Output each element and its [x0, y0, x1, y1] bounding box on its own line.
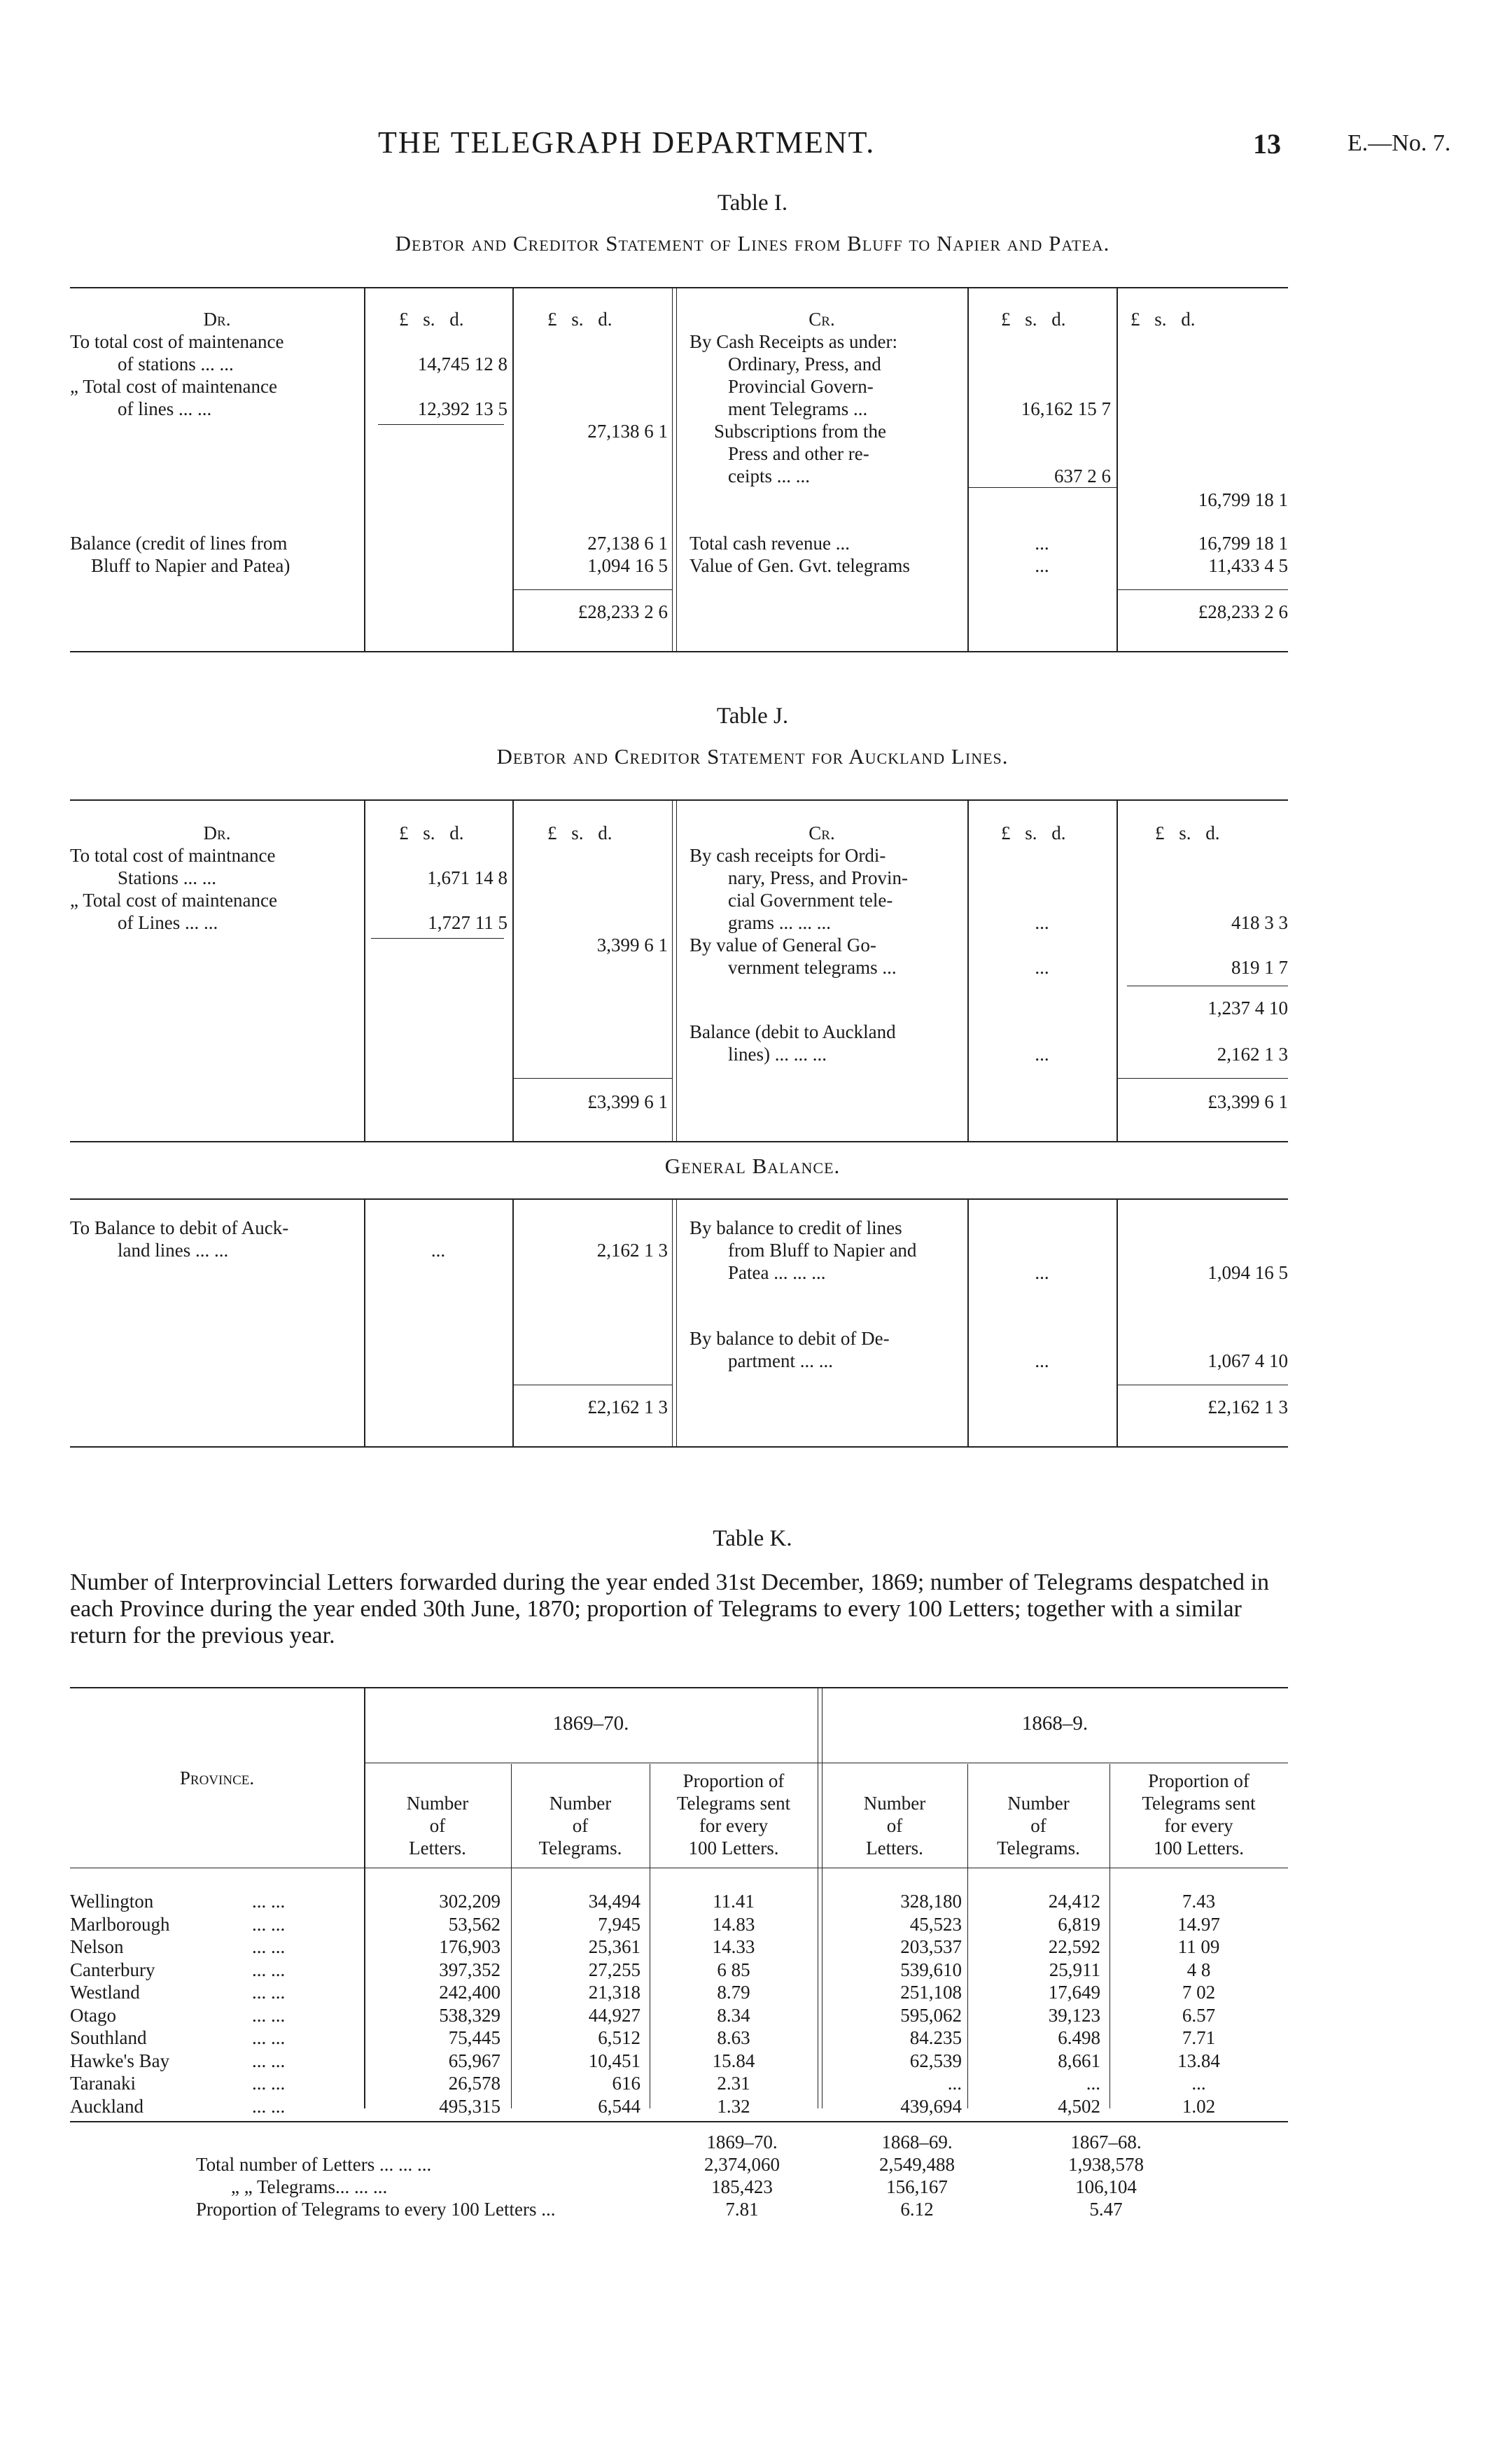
amount: 1,237 4 10 [1208, 997, 1288, 1018]
grand-total: £3,399 6 1 [587, 1091, 668, 1112]
divider [512, 288, 514, 652]
telegrams-cell: 616 [612, 2073, 640, 2094]
province-name: Nelson [70, 1936, 124, 1957]
amount: 418 3 3 [1231, 912, 1288, 933]
document-reference: E.—No. 7. [1348, 130, 1451, 156]
table-i-subtitle: Debtor and Creditor Statement of Lines from Bluff to Napier and Patea. [395, 231, 1110, 255]
telegrams-cell: 6.498 [1058, 2027, 1100, 2048]
proportion-cell: 1.32 [717, 2095, 750, 2117]
leader-dots: ... ... [252, 2073, 286, 2094]
province-name: Auckland [70, 2095, 144, 2117]
telegrams-cell: 10,451 [588, 2050, 640, 2071]
proportion-cell: 6.57 [1182, 2004, 1216, 2026]
cr-item: Provincial Govern- [728, 376, 874, 397]
col-head-telegrams: Number of Telegrams. [538, 1793, 622, 1858]
cr-line: Value of Gen. Gvt. telegrams [690, 555, 910, 576]
province-name: Canterbury [70, 1959, 155, 1980]
telegrams-cell: 6,819 [1058, 1913, 1100, 1935]
table-j-bottom-rule [70, 1141, 1288, 1142]
proportion-cell: 14.97 [1177, 1913, 1220, 1935]
telegrams-cell: 27,255 [588, 1959, 640, 1980]
proportion-cell: 7 02 [1182, 1982, 1216, 2003]
money-head: £ s. d. [547, 822, 612, 844]
summary-value: 2,549,488 [879, 2154, 955, 2175]
proportion-cell: 4 8 [1186, 1959, 1211, 1980]
summary-year: 1867–68. [1070, 2132, 1142, 2152]
leader-dots: ... [1035, 533, 1049, 554]
telegrams-cell: 6,512 [598, 2027, 640, 2048]
total-rule [512, 589, 672, 590]
cr-line: Total cash revenue ... [690, 533, 850, 554]
amount: 16,162 15 7 [1021, 398, 1111, 419]
dr-item: To total cost of maintnance [70, 845, 276, 866]
letters-cell: 538,329 [439, 2004, 500, 2026]
letters-cell: 53,562 [448, 1913, 500, 1935]
cr-item: Press and other re- [728, 443, 869, 464]
summary-value: 2,374,060 [704, 2154, 780, 2175]
telegrams-cell: 25,911 [1049, 1959, 1100, 1980]
letters-cell: 26,578 [448, 2073, 500, 2094]
divider [967, 1200, 969, 1446]
divider [672, 288, 673, 652]
telegrams-cell: 22,592 [1048, 1936, 1100, 1957]
table-j-caption: Table J. [716, 704, 789, 729]
telegrams-cell: 44,927 [588, 2004, 640, 2026]
divider [1116, 288, 1118, 652]
money-head: £ s. d. [1001, 309, 1066, 330]
table-k-bottom-rule [70, 2121, 1288, 2122]
cr-label: Cr. [808, 309, 835, 330]
cr-item: By balance to debit of De- [690, 1328, 890, 1349]
proportion-cell: 8.63 [717, 2027, 750, 2048]
grand-total: £3,399 6 1 [1208, 1091, 1288, 1112]
balance-label: lines) ... ... ... [728, 1044, 827, 1065]
letters-cell: 539,610 [900, 1959, 962, 1980]
cr-item: from Bluff to Napier and [728, 1240, 917, 1261]
leader-dots: ... [1035, 912, 1049, 933]
money-head: £ s. d. [399, 822, 464, 844]
balance-label: Bluff to Napier and Patea) [91, 555, 290, 576]
leader-dots: ... [430, 1240, 446, 1261]
letters-cell: 595,062 [900, 2004, 962, 2026]
summary-value: 1,938,578 [1068, 2154, 1144, 2175]
proportion-cell: ... [1191, 2073, 1206, 2094]
col-head-letters: Number of Letters. [406, 1793, 469, 1858]
province-name: Westland [70, 1982, 140, 2003]
divider [364, 801, 365, 1142]
leader-dots: ... [1035, 555, 1049, 576]
balance-label: Balance (credit of lines from [70, 533, 288, 554]
telegrams-cell: 6,544 [598, 2095, 640, 2117]
amount: 27,138 6 1 [587, 421, 668, 442]
table-k-intro: Number of Interprovincial Letters forwarded during the year ended 31st December, 1869; number of Telegrams despatched in each Province during the year ended 30th June, 1870; proportion of Telegrams to every 100 Letters; together with a similar return for the previous year. [70, 1569, 1269, 1648]
proportion-cell: 7.71 [1182, 2027, 1216, 2048]
grand-total: £28,233 2 6 [1198, 601, 1288, 622]
cr-item: ceipts ... ... [728, 465, 810, 486]
money-head: £ s. d. [1155, 822, 1220, 844]
subtotal-rule [371, 938, 504, 939]
telegrams-cell: 21,318 [588, 1982, 640, 2003]
amount: 2,162 1 3 [596, 1240, 668, 1261]
proportion-cell: 11 09 [1177, 1936, 1220, 1957]
amount: 12,392 13 5 [417, 398, 507, 419]
table-j-top-rule [70, 799, 1288, 801]
proportion-cell: 15.84 [712, 2050, 755, 2071]
letters-cell: 397,352 [439, 1959, 500, 1980]
cr-item: nary, Press, and Provin- [728, 867, 908, 888]
summary-value: 106,104 [1075, 2176, 1137, 2197]
letters-cell: 203,537 [900, 1936, 962, 1957]
table-i-bottom-rule [70, 651, 1288, 652]
amount: 11,433 4 5 [1208, 555, 1288, 576]
amount: 1,094 16 5 [587, 555, 668, 576]
table-k-top-rule [70, 1687, 1288, 1688]
col-head-telegrams: Number of Telegrams. [997, 1793, 1080, 1858]
balance-label: Balance (debit to Auckland [690, 1021, 896, 1042]
general-balance-bottom-rule [70, 1446, 1288, 1448]
province-name: Otago [70, 2004, 116, 2026]
proportion-cell: 2.31 [717, 2073, 750, 2094]
dr-item: of lines ... ... [118, 398, 212, 419]
cr-label: Cr. [808, 822, 835, 844]
province-name: Taranaki [70, 2073, 136, 2094]
proportion-cell: 7.43 [1182, 1891, 1216, 1912]
letters-cell: 328,180 [900, 1891, 962, 1912]
summary-label: „ „ Telegrams... ... ... [231, 2176, 388, 2197]
letters-cell: 176,903 [439, 1936, 500, 1957]
subtotal-rule [967, 487, 1116, 488]
proportion-cell: 6 85 [717, 1959, 750, 1980]
province-name: Wellington [70, 1891, 154, 1912]
telegrams-cell: ... [1086, 2073, 1100, 2094]
cr-item: vernment telegrams ... [728, 957, 897, 978]
province-name: Southland [70, 2027, 147, 2048]
grand-total: £2,162 1 3 [587, 1396, 668, 1418]
col-head-proportion: Proportion of Telegrams sent for every 100 Letters. [1142, 1770, 1256, 1858]
dr-item: Stations ... ... [118, 867, 217, 888]
general-balance-title: General Balance. [664, 1154, 841, 1178]
province-name: Marlborough [70, 1913, 170, 1935]
amount: 637 2 6 [1054, 465, 1111, 486]
money-head: £ s. d. [1001, 822, 1066, 844]
summary-value: 6.12 [900, 2199, 934, 2220]
telegrams-cell: 34,494 [588, 1891, 640, 1912]
amount: 819 1 7 [1231, 957, 1288, 978]
cr-item: By value of General Go- [690, 934, 876, 955]
summary-value: 7.81 [725, 2199, 759, 2220]
dr-item: „ Total cost of maintenance [70, 376, 277, 397]
cr-item: By balance to credit of lines [690, 1217, 902, 1238]
divider [676, 288, 677, 652]
dr-item: of Lines ... ... [118, 912, 218, 933]
subtotal-rule [378, 424, 504, 425]
total-rule [1116, 589, 1288, 590]
proportion-cell: 1.02 [1182, 2095, 1216, 2117]
amount: 16,799 18 1 [1198, 533, 1288, 554]
table-i-caption: Table I. [717, 190, 788, 216]
period-head: 1868–9. [1021, 1712, 1088, 1735]
total-rule [512, 1078, 672, 1079]
period-head: 1869–70. [552, 1712, 629, 1735]
divider [364, 288, 365, 652]
cr-item: partment ... ... [728, 1350, 833, 1371]
letters-cell: 439,694 [900, 2095, 962, 2117]
leader-dots: ... ... [252, 2050, 286, 2071]
divider [672, 1200, 673, 1446]
letters-cell: 75,445 [448, 2027, 500, 2048]
telegrams-cell: 24,412 [1048, 1891, 1100, 1912]
cr-item: ment Telegrams ... [728, 398, 868, 419]
divider [676, 1200, 677, 1446]
proportion-cell: 13.84 [1177, 2050, 1220, 2071]
amount: 3,399 6 1 [596, 934, 668, 955]
leader-dots: ... ... [252, 2095, 286, 2117]
col-head-letters: Number of Letters. [863, 1793, 926, 1858]
proportion-cell: 8.34 [717, 2004, 750, 2026]
proportion-cell: 11.41 [713, 1891, 755, 1912]
amount: 1,727 11 5 [428, 912, 507, 933]
dr-item: „ Total cost of maintenance [70, 890, 277, 911]
leader-dots: ... ... [252, 1936, 286, 1957]
dr-label: Dr. [203, 309, 231, 330]
leader-dots: ... [1035, 957, 1049, 978]
grand-total: £28,233 2 6 [578, 601, 668, 622]
letters-cell: ... [947, 2073, 962, 2094]
money-head: £ s. d. [547, 309, 612, 330]
letters-cell: 65,967 [448, 2050, 500, 2071]
letters-cell: 302,209 [439, 1891, 500, 1912]
cr-item: Subscriptions from the [714, 421, 886, 442]
letters-cell: 45,523 [909, 1913, 962, 1935]
leader-dots: ... [1035, 1044, 1049, 1065]
table-k-caption: Table K. [713, 1526, 792, 1551]
dr-item: To Balance to debit of Auck- [70, 1217, 289, 1238]
page-title: THE TELEGRAPH DEPARTMENT. [378, 125, 876, 160]
dr-item: land lines ... ... [118, 1240, 229, 1261]
letters-cell: 495,315 [439, 2095, 500, 2117]
summary-value: 185,423 [711, 2176, 773, 2197]
telegrams-cell: 8,661 [1058, 2050, 1100, 2071]
dr-item: of stations ... ... [118, 354, 234, 374]
page-number: 13 [1253, 128, 1281, 160]
letters-cell: 251,108 [900, 1982, 962, 2003]
letters-cell: 84.235 [909, 2027, 962, 2048]
amount: 2,162 1 3 [1217, 1044, 1288, 1065]
telegrams-cell: 4,502 [1058, 2095, 1100, 2117]
dr-item: To total cost of maintenance [70, 331, 284, 352]
letters-cell: 62,539 [909, 2050, 962, 2071]
leader-dots: ... ... [252, 1959, 286, 1980]
money-head: £ s. d. [1130, 309, 1196, 330]
letters-cell: 242,400 [439, 1982, 500, 2003]
divider [676, 801, 677, 1142]
grand-total: £2,162 1 3 [1208, 1396, 1288, 1418]
proportion-cell: 8.79 [717, 1982, 750, 2003]
summary-value: 156,167 [886, 2176, 948, 2197]
amount: 1,067 4 10 [1208, 1350, 1288, 1371]
proportion-cell: 14.83 [712, 1913, 755, 1935]
cr-item: Ordinary, Press, and [728, 354, 881, 374]
leader-dots: ... ... [252, 2027, 286, 2048]
summary-value: 5.47 [1089, 2199, 1123, 2220]
telegrams-cell: 39,123 [1048, 2004, 1100, 2026]
telegrams-cell: 17,649 [1048, 1982, 1100, 2003]
cr-item: Patea ... ... ... [728, 1262, 826, 1283]
leader-dots: ... ... [252, 1891, 286, 1912]
summary-year: 1869–70. [706, 2132, 778, 2152]
telegrams-cell: 25,361 [588, 1936, 640, 1957]
cr-item: By Cash Receipts as under: [690, 331, 897, 352]
leader-dots: ... ... [252, 1913, 286, 1935]
summary-label: Proportion of Telegrams to every 100 Letters ... [196, 2199, 556, 2220]
table-i-top-rule [70, 287, 1288, 288]
province-name: Hawke's Bay [70, 2050, 170, 2071]
summary-year: 1868–69. [881, 2132, 953, 2152]
table-j-subtitle: Debtor and Creditor Statement for Auckland Lines. [496, 744, 1009, 769]
divider [672, 801, 673, 1142]
province-head: Province. [179, 1768, 255, 1788]
telegrams-cell: 7,945 [598, 1913, 640, 1935]
amount: 14,745 12 8 [417, 354, 507, 374]
leader-dots: ... ... [252, 2004, 286, 2026]
amount: 27,138 6 1 [587, 533, 668, 554]
total-rule [1116, 1078, 1288, 1079]
col-head-proportion: Proportion of Telegrams sent for every 100 Letters. [676, 1770, 791, 1858]
leader-dots: ... ... [252, 1982, 286, 2003]
amount: 16,799 18 1 [1198, 489, 1288, 510]
leader-dots: ... [1035, 1350, 1049, 1371]
cr-item: cial Government tele- [728, 890, 893, 911]
divider [364, 1200, 365, 1446]
cr-item: By cash receipts for Ordi- [690, 845, 886, 866]
leader-dots: ... [1035, 1262, 1049, 1283]
dr-label: Dr. [203, 822, 231, 844]
amount: 1,094 16 5 [1208, 1262, 1288, 1283]
summary-label: Total number of Letters ... ... ... [196, 2154, 432, 2175]
amount: 1,671 14 8 [427, 867, 507, 888]
cr-item: grams ... ... ... [728, 912, 831, 933]
general-balance-top-rule [70, 1198, 1288, 1200]
proportion-cell: 14.33 [712, 1936, 755, 1957]
money-head: £ s. d. [399, 309, 464, 330]
